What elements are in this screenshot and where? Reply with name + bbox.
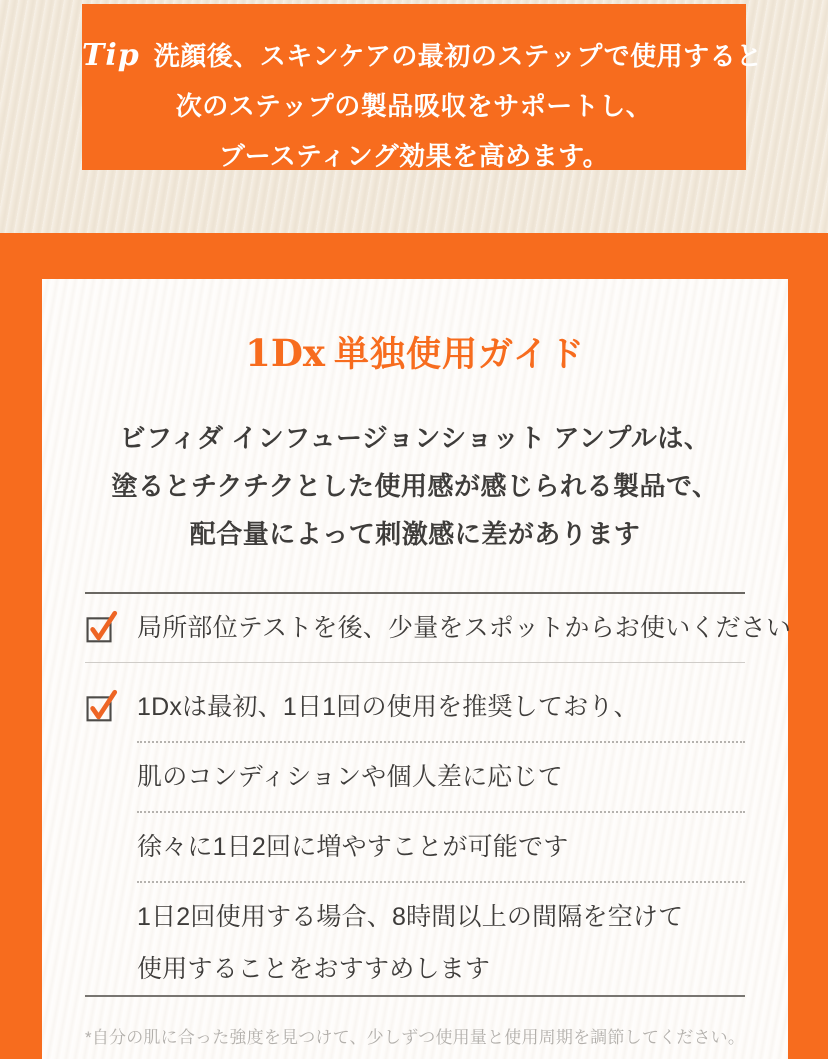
tip-line-2: 次のステップの製品吸収をサポートし、 — [175, 91, 653, 121]
dotted-separator — [137, 881, 745, 883]
tip-line-3: ブースティング効果を高めます。 — [218, 141, 610, 171]
guide-title-text: 単独使用ガイド — [333, 335, 585, 374]
checklist-item-1-text: 局所部位テストを後、少量をスポットからお使いください — [137, 614, 792, 642]
intro-paragraph — [85, 414, 745, 558]
checklist-item-1 — [85, 594, 792, 662]
tip-label: Tip — [82, 38, 140, 73]
intro-line-3: 配合量によって刺激感に差があります — [189, 519, 641, 549]
dotted-separator — [137, 741, 745, 743]
tip-line-1-text: 洗顔後、スキンケアの最初のステップで使用すると — [153, 41, 763, 71]
orange-section — [0, 233, 828, 1059]
checklist-item-2 — [85, 663, 745, 725]
checklist-item-2-line-1: 1Dxは最初、1日1回の使用を推奨しており、 — [137, 693, 639, 721]
divider-bottom — [85, 995, 745, 997]
tip-banner — [82, 4, 763, 171]
guide-title-prefix: 1Dx — [245, 331, 325, 375]
dotted-separator — [137, 811, 745, 813]
checklist-item-2-line-3: 徐々に1日2回に増やすことが可能です — [137, 833, 569, 861]
checklist-item-2-line-2: 肌のコンディションや個人差に応じて — [137, 763, 563, 791]
checkbox-check-icon — [85, 606, 119, 646]
checkbox-check-icon — [85, 685, 119, 725]
intro-line-2: 塗るとチクチクとした使用感が感じられる製品で、 — [111, 471, 719, 501]
checklist-item-2-line-4: 1日2回使用する場合、8時間以上の間隔を空けて — [137, 903, 684, 931]
intro-line-1: ビフィダ インフュージョンショット アンプルは、 — [119, 423, 711, 453]
guide-title — [85, 331, 745, 384]
usage-guide-card — [42, 279, 792, 1059]
checklist-item-2-line-5: 使用することをおすすめします — [137, 955, 491, 983]
tip-line-1 — [82, 31, 763, 81]
footnote: *自分の肌に合った強度を見つけて、少しずつ使用量と使用周期を調節してください。 — [85, 1028, 746, 1047]
